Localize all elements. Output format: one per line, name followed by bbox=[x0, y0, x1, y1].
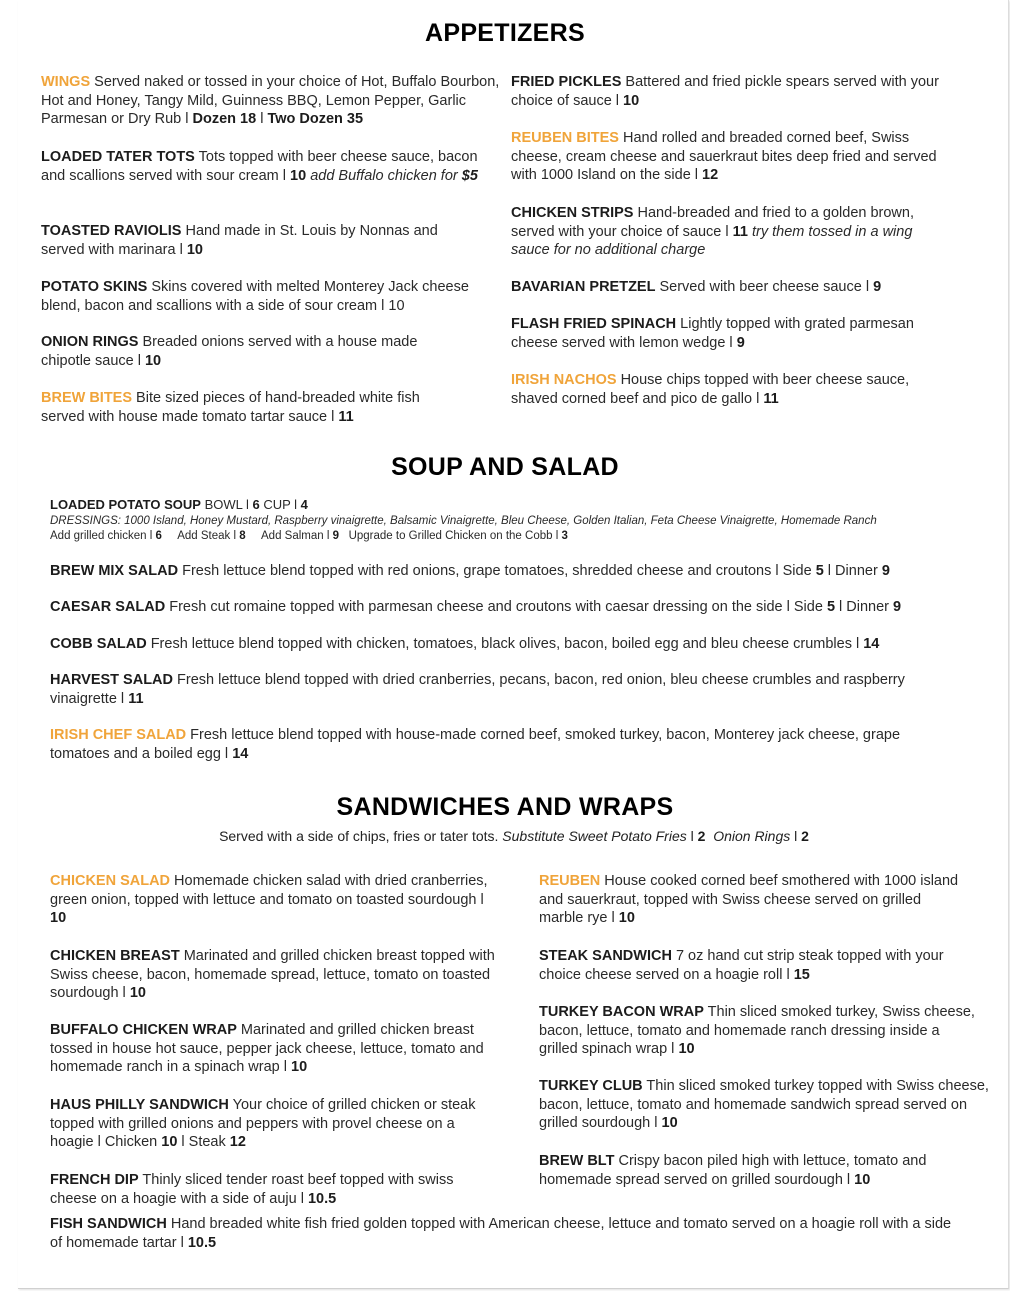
item-description: House cooked corned beef smothered with 1000 island and sauerkraut, topped with Swiss cheese served on grilled marble rye l bbox=[539, 873, 959, 927]
item-price: 5 bbox=[815, 563, 824, 579]
addon-label: Upgrade to Grilled Chicken on the Cobb l bbox=[339, 530, 562, 542]
item-name: ONION RINGS bbox=[41, 334, 139, 350]
menu-item-turkey-club bbox=[539, 1077, 989, 1133]
item-note: try them tossed in a wing sauce for no additional charge bbox=[511, 223, 913, 259]
item-price: 10.5 bbox=[187, 1234, 217, 1251]
menu-item-loaded-tater-tots bbox=[41, 148, 481, 185]
addon-label: Add Steak l bbox=[161, 530, 240, 542]
item-price: 10 bbox=[50, 910, 67, 927]
item-description: Served with beer cheese sauce l bbox=[655, 279, 874, 295]
addon-label: Add grilled chicken l bbox=[50, 530, 156, 542]
item-name: TURKEY CLUB bbox=[539, 1078, 643, 1094]
item-name: BUFFALO CHICKEN WRAP bbox=[50, 1022, 237, 1038]
item-price: 11 bbox=[338, 408, 354, 425]
menu-item-brew-mix-salad bbox=[50, 562, 990, 581]
item-size: l Dinner bbox=[823, 563, 882, 579]
item-price: 10 bbox=[161, 1134, 178, 1151]
item-price: 10 bbox=[186, 241, 203, 258]
item-size: l Dinner bbox=[835, 599, 894, 615]
menu-item-irish-nachos bbox=[511, 371, 951, 408]
item-price: 9 bbox=[893, 599, 902, 615]
addon-price: 9 bbox=[332, 530, 339, 542]
item-name: WINGS bbox=[41, 74, 91, 90]
item-price: 4 bbox=[300, 497, 308, 512]
item-name: HARVEST SALAD bbox=[50, 672, 173, 688]
item-price: 9 bbox=[736, 334, 745, 351]
item-price: 5 bbox=[826, 599, 836, 615]
item-name: CHICKEN STRIPS bbox=[511, 205, 634, 221]
menu-item-reuben-bites bbox=[511, 129, 951, 185]
menu-item-chicken-breast bbox=[50, 947, 500, 1003]
menu-item-reuben bbox=[539, 872, 969, 928]
menu-item-chicken-strips bbox=[511, 204, 951, 260]
menu-item-fried-pickles bbox=[511, 73, 951, 110]
substitute-price: 2 bbox=[801, 828, 809, 844]
item-note-price: $5 bbox=[461, 167, 478, 184]
item-name: IRISH CHEF SALAD bbox=[50, 727, 187, 743]
dressings-list bbox=[50, 514, 1000, 530]
item-name: HAUS PHILLY SANDWICH bbox=[50, 1097, 229, 1113]
sandwiches-sides-note bbox=[0, 828, 1010, 844]
item-name: BREW MIX SALAD bbox=[50, 563, 179, 579]
item-description: Battered and fried pickle spears served with your choice of sauce l bbox=[511, 74, 939, 109]
menu-item-brew-blt bbox=[539, 1152, 969, 1189]
item-description: House chips topped with beer cheese sauce, shaved corned beef and pico de gallo l bbox=[511, 372, 910, 407]
item-name: CAESAR SALAD bbox=[50, 599, 166, 615]
addon-price: 6 bbox=[155, 530, 162, 542]
item-description: Thin sliced smoked turkey, Swiss cheese, bacon, lettuce, tomato and homemade ranch dressing inside a grilled spinach wrap l bbox=[539, 1004, 975, 1058]
item-description: Fresh lettuce blend topped with chicken, tomatoes, black olives, bacon, boiled egg and bleu cheese crumbles l bbox=[146, 636, 864, 652]
item-price: 11 bbox=[763, 390, 779, 407]
item-description: Hand breaded white fish fried golden topped with American cheese, lettuce and tomato served on a hoagie roll with a side of homemade tartar l bbox=[50, 1216, 952, 1251]
item-price: 10 bbox=[623, 92, 640, 109]
item-price: 10.5 bbox=[307, 1190, 337, 1207]
item-name: FLASH FRIED SPINACH bbox=[511, 316, 677, 332]
item-description: Fresh lettuce blend topped with dried cranberries, pecans, bacon, red onion, bleu cheese crumbles and raspberry vinaigrette l bbox=[50, 672, 905, 707]
addon-label: Add Salman l bbox=[245, 530, 333, 542]
item-name: REUBEN bbox=[539, 873, 601, 889]
addon-price: 8 bbox=[239, 530, 246, 542]
item-description: Thinly sliced tender roast beef topped with swiss cheese on a hoagie with a side of auju l bbox=[50, 1172, 454, 1207]
item-price: 12 bbox=[702, 167, 719, 184]
menu-item-irish-chef-salad bbox=[50, 726, 955, 763]
menu-item-cobb-salad bbox=[50, 635, 990, 654]
appetizers-heading: APPETIZERS bbox=[425, 19, 585, 47]
item-price: 12 bbox=[229, 1134, 246, 1151]
item-price: 6 bbox=[252, 497, 260, 512]
item-name: COBB SALAD bbox=[50, 636, 147, 652]
menu-item-toasted-raviolis bbox=[41, 222, 481, 259]
menu-item-loaded-potato-soup bbox=[50, 497, 990, 513]
item-price: 10 bbox=[678, 1041, 695, 1058]
separator: l bbox=[790, 828, 802, 844]
menu-item-onion-rings bbox=[41, 333, 461, 370]
menu-item-flash-fried-spinach bbox=[511, 315, 951, 352]
menu-item-chicken-salad bbox=[50, 872, 495, 928]
item-description: Hand rolled and breaded corned beef, Swiss cheese, cream cheese and sauerkraut bites deep fried and served with 1000 Island on the side l bbox=[511, 130, 937, 184]
item-price: 14 bbox=[863, 636, 880, 652]
menu-item-caesar-salad bbox=[50, 598, 990, 617]
item-name: FISH SANDWICH bbox=[50, 1216, 167, 1232]
item-name: TOASTED RAVIOLIS bbox=[41, 223, 182, 239]
item-price: 14 bbox=[232, 745, 249, 762]
sandwiches-heading: SANDWICHES AND WRAPS bbox=[336, 793, 674, 821]
soup-salad-heading: SOUP AND SALAD bbox=[391, 453, 619, 481]
item-name: REUBEN BITES bbox=[511, 130, 619, 146]
item-description: Hand made in St. Louis by Nonnas and served with marinara l bbox=[41, 223, 438, 258]
item-name: LOADED TATER TOTS bbox=[41, 149, 195, 165]
menu-item-steak-sandwich bbox=[539, 947, 984, 984]
item-description: Hand-breaded and fried to a golden brown, served with your choice of sauce l bbox=[511, 205, 914, 240]
menu-item-haus-philly-sandwich bbox=[50, 1096, 500, 1152]
item-price: 15 bbox=[793, 966, 810, 983]
item-size: CUP l bbox=[259, 497, 301, 512]
substitute-text: Substitute Sweet Potato Fries bbox=[502, 828, 687, 844]
item-price: Two Dozen 35 bbox=[267, 111, 364, 128]
item-price: 10 bbox=[144, 352, 162, 369]
item-price: 10 bbox=[618, 910, 635, 927]
item-name: CHICKEN SALAD bbox=[50, 873, 171, 889]
item-name: BREW BITES bbox=[41, 390, 133, 406]
item-description: Skins covered with melted Monterey Jack cheese blend, bacon and scallions with a side of sour cream l 10 bbox=[41, 279, 469, 314]
menu-item-french-dip bbox=[50, 1171, 495, 1208]
item-description: Homemade chicken salad with dried cranberries, green onion, topped with lettuce and tomato on toasted sourdough l bbox=[50, 873, 488, 908]
item-description: Fresh lettuce blend topped with house-made corned beef, smoked turkey, bacon, Monterey jack cheese, grape tomatoes and a boiled egg l bbox=[50, 727, 901, 762]
item-name: CHICKEN BREAST bbox=[50, 948, 180, 964]
menu-item-fish-sandwich bbox=[50, 1215, 955, 1252]
item-description: Marinated and grilled chicken breast tossed in house hot sauce, pepper jack cheese, lettuce, tomato and homemade ranch in a spinach wrap l bbox=[50, 1022, 484, 1076]
item-description: Lightly topped with grated parmesan cheese served with lemon wedge l bbox=[511, 316, 914, 351]
price-separator: l bbox=[256, 111, 268, 128]
item-price: 10 bbox=[291, 1059, 308, 1076]
menu-item-wings bbox=[41, 73, 501, 129]
item-note: add Buffalo chicken for bbox=[306, 167, 462, 184]
item-description: Tots topped with beer cheese sauce, bacon and scallions served with sour cream l bbox=[41, 149, 478, 184]
item-name: IRISH NACHOS bbox=[511, 372, 617, 388]
item-price: 10 bbox=[290, 167, 307, 184]
item-description: Fresh cut romaine topped with parmesan cheese and croutons with caesar dressing on the side l Side bbox=[165, 599, 827, 615]
item-name: BREW BLT bbox=[539, 1153, 615, 1169]
item-description: 7 oz hand cut strip steak topped with your choice cheese served on a hoagie roll l bbox=[539, 948, 944, 983]
menu-item-buffalo-chicken-wrap bbox=[50, 1021, 495, 1077]
substitute-text: Onion Rings bbox=[705, 828, 791, 844]
menu-item-brew-bites bbox=[41, 389, 466, 426]
item-description: Bite sized pieces of hand-breaded white fish served with house made tomato tartar sauce l bbox=[41, 390, 420, 425]
item-description: Your choice of grilled chicken or steak topped with grilled onions and peppers with provel cheese on a hoagie l Chicken bbox=[50, 1097, 476, 1151]
menu-item-turkey-bacon-wrap bbox=[539, 1003, 979, 1059]
substitute-price: 2 bbox=[697, 828, 706, 844]
item-description: Crispy bacon piled high with lettuce, tomato and homemade spread served on grilled sourdough l bbox=[539, 1153, 927, 1188]
sides-text: Served with a side of chips, fries or tater tots. bbox=[219, 828, 503, 844]
item-price: Dozen 18 bbox=[192, 111, 257, 128]
item-description: Thin sliced smoked turkey topped with Swiss cheese, bacon, lettuce, tomato and homemade sandwich spread served on grilled sourdough l bbox=[539, 1078, 989, 1132]
menu-item-bavarian-pretzel bbox=[511, 278, 951, 297]
item-name: BAVARIAN PRETZEL bbox=[511, 279, 656, 295]
item-description: Served naked or tossed in your choice of Hot, Buffalo Bourbon, Hot and Honey, Tangy Mild, Guinness BBQ, Lemon Pepper, Garlic Parmesan or Dry Rub l bbox=[41, 74, 500, 128]
item-description: Marinated and grilled chicken breast topped with Swiss cheese, bacon, homemade spread, lettuce, tomato on toasted sourdough l bbox=[50, 948, 495, 1002]
item-name: POTATO SKINS bbox=[41, 279, 148, 295]
item-name: FRENCH DIP bbox=[50, 1172, 139, 1188]
item-price: 9 bbox=[881, 563, 890, 579]
item-name: STEAK SANDWICH bbox=[539, 948, 672, 964]
item-description: Fresh lettuce blend topped with red onions, grape tomatoes, shredded cheese and croutons l Side bbox=[178, 563, 816, 579]
addon-price: 3 bbox=[561, 530, 568, 542]
item-name: LOADED POTATO SOUP bbox=[50, 497, 201, 512]
dressings-text: DRESSINGS: 1000 Island, Honey Mustard, Raspberry vinaigrette, Balsamic Vinaigrette, Bleu Cheese, Golden Italian, Feta Cheese Vinaigrette, Homemade Ranch bbox=[50, 515, 877, 527]
item-size: BOWL l bbox=[200, 497, 253, 512]
separator: l bbox=[686, 828, 698, 844]
item-description: Breaded onions served with a house made chipotle sauce l bbox=[41, 334, 418, 369]
item-price: 10 bbox=[661, 1115, 678, 1132]
salad-addons bbox=[50, 529, 990, 545]
item-price: 9 bbox=[873, 279, 882, 295]
menu-item-potato-skins bbox=[41, 278, 491, 315]
item-price: 10 bbox=[129, 985, 146, 1002]
item-price: 11 bbox=[732, 223, 748, 240]
item-price: 10 bbox=[854, 1171, 871, 1188]
item-price: 11 bbox=[128, 690, 144, 707]
menu-item-harvest-salad bbox=[50, 671, 955, 708]
item-name: FRIED PICKLES bbox=[511, 74, 622, 90]
item-size: l Steak bbox=[177, 1134, 230, 1151]
item-name: TURKEY BACON WRAP bbox=[539, 1004, 704, 1020]
